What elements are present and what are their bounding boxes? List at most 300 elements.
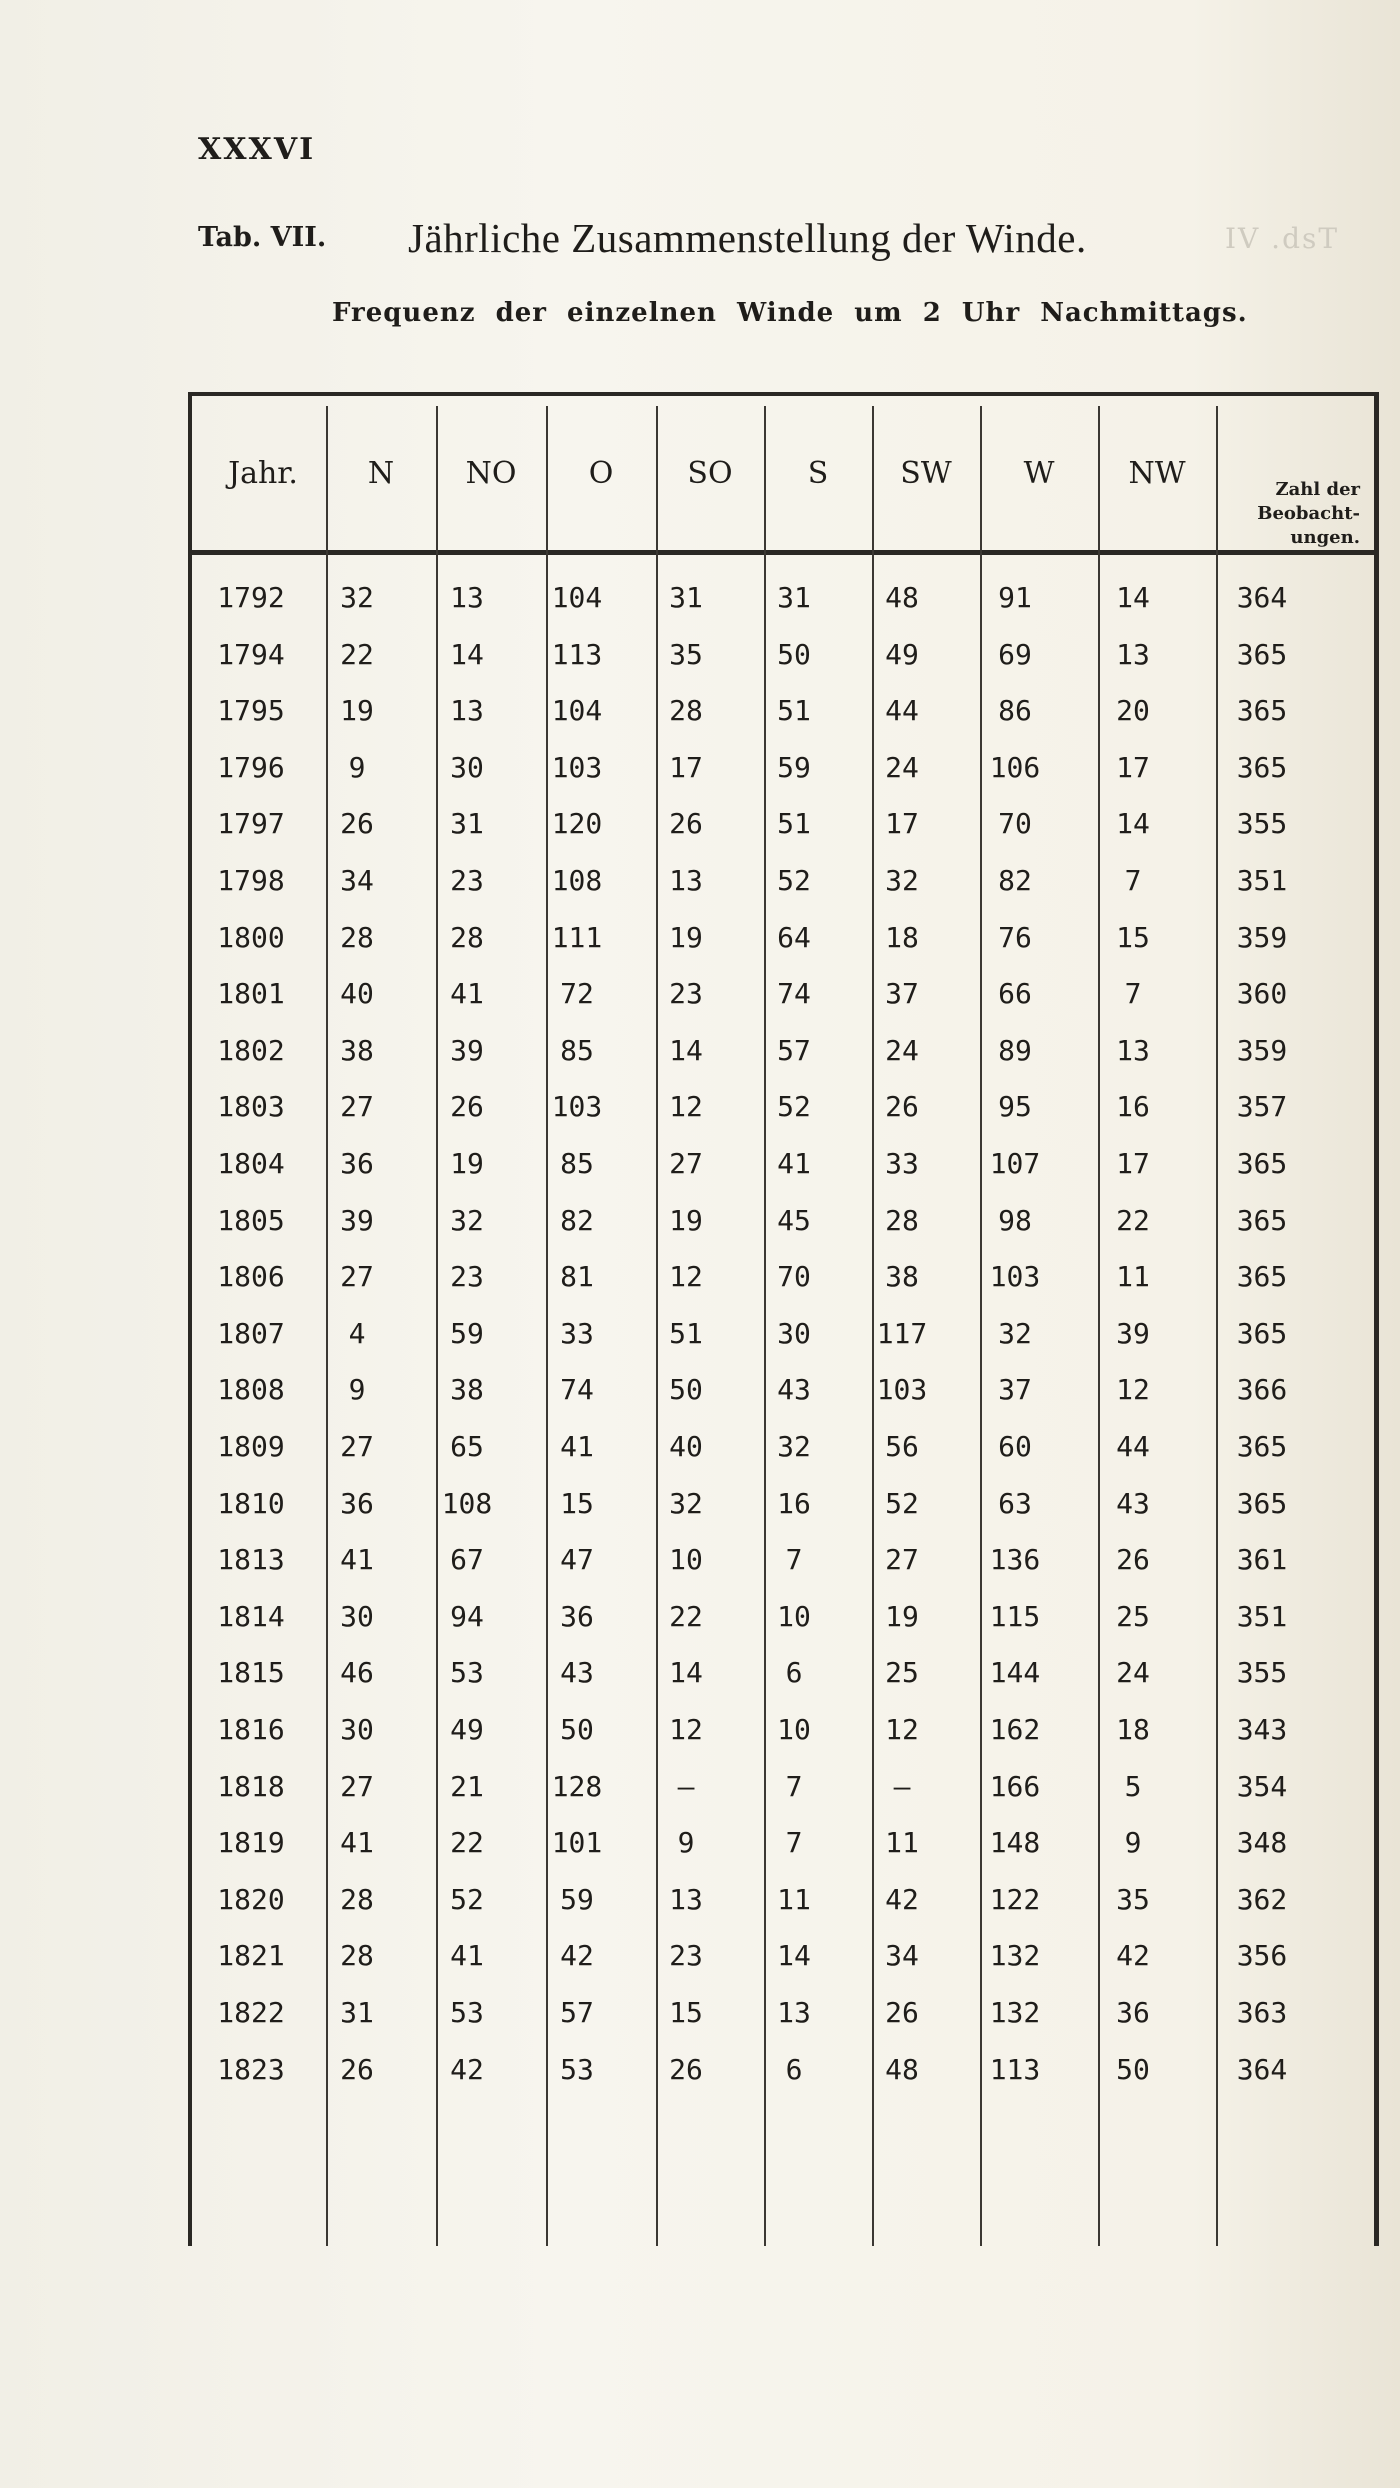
table-row bbox=[192, 1079, 1374, 1136]
cell-total: 365 bbox=[1236, 1260, 1288, 1294]
cell-s: 59 bbox=[777, 750, 811, 784]
cell-s: 41 bbox=[777, 1147, 811, 1180]
cell-n: 19 bbox=[340, 694, 374, 728]
wind-frequency-table bbox=[188, 392, 1379, 2246]
cell-no: 13 bbox=[450, 694, 484, 728]
cell-no: 30 bbox=[450, 750, 484, 784]
cell-w: 63 bbox=[998, 1486, 1032, 1520]
cell-w: 132 bbox=[989, 1996, 1041, 2029]
cell-no: 94 bbox=[450, 1599, 484, 1633]
cell-n: 40 bbox=[340, 977, 374, 1011]
cell-so: 12 bbox=[669, 1260, 703, 1294]
cell-sw: 28 bbox=[885, 1203, 919, 1237]
cell-no: 22 bbox=[450, 1826, 484, 1860]
cell-so: 12 bbox=[669, 1713, 703, 1746]
header-no: NO bbox=[465, 455, 517, 491]
cell-n: 27 bbox=[340, 1769, 374, 1803]
cell-year: 1804 bbox=[217, 1147, 285, 1180]
table-row bbox=[192, 740, 1374, 797]
cell-s: 51 bbox=[777, 807, 811, 841]
cell-year: 1807 bbox=[217, 1316, 285, 1350]
cell-s: 43 bbox=[777, 1373, 811, 1407]
cell-nw: 16 bbox=[1116, 1090, 1150, 1124]
cell-s: 7 bbox=[785, 1543, 803, 1577]
cell-n: 28 bbox=[340, 1882, 374, 1916]
cell-so: 13 bbox=[669, 864, 703, 897]
table-row bbox=[192, 1702, 1374, 1759]
table-row bbox=[192, 2042, 1374, 2099]
cell-year: 1816 bbox=[217, 1713, 285, 1746]
table-row bbox=[192, 570, 1374, 627]
table-row bbox=[192, 1815, 1374, 1872]
cell-w: 37 bbox=[998, 1373, 1032, 1407]
cell-year: 1809 bbox=[217, 1430, 285, 1463]
cell-sw: 18 bbox=[885, 920, 919, 954]
cell-o: 128 bbox=[551, 1769, 603, 1803]
cell-s: 14 bbox=[777, 1939, 811, 1973]
cell-o: 50 bbox=[560, 1713, 594, 1746]
cell-nw: 50 bbox=[1116, 2052, 1150, 2086]
cell-s: 10 bbox=[777, 1599, 811, 1633]
cell-nw: 43 bbox=[1116, 1486, 1150, 1520]
cell-sw: 117 bbox=[876, 1316, 928, 1350]
header-total-line: Zahl der bbox=[1275, 479, 1360, 500]
cell-n: 46 bbox=[340, 1656, 374, 1690]
cell-no: 14 bbox=[450, 637, 484, 671]
cell-w: 70 bbox=[998, 807, 1032, 841]
cell-w: 66 bbox=[998, 977, 1032, 1011]
cell-n: 41 bbox=[340, 1543, 374, 1577]
cell-total: 361 bbox=[1236, 1543, 1288, 1577]
cell-sw: 27 bbox=[885, 1543, 919, 1577]
cell-total: 363 bbox=[1236, 1996, 1288, 2029]
cell-o: 111 bbox=[551, 920, 603, 954]
cell-o: 85 bbox=[560, 1147, 594, 1180]
cell-nw: 24 bbox=[1116, 1656, 1150, 1690]
cell-so: 14 bbox=[669, 1033, 703, 1067]
table-row bbox=[192, 1362, 1374, 1419]
cell-n: 39 bbox=[340, 1203, 374, 1237]
cell-o: 103 bbox=[551, 1090, 603, 1124]
cell-w: 107 bbox=[989, 1147, 1041, 1180]
cell-total: 355 bbox=[1236, 1656, 1288, 1690]
cell-w: 86 bbox=[998, 694, 1032, 728]
cell-n: 28 bbox=[340, 1939, 374, 1973]
cell-total: 365 bbox=[1236, 1316, 1288, 1350]
cell-n: 26 bbox=[340, 807, 374, 841]
table-row bbox=[192, 1419, 1374, 1476]
cell-s: 31 bbox=[777, 581, 811, 614]
cell-sw: 24 bbox=[885, 1033, 919, 1067]
cell-o: 103 bbox=[551, 750, 603, 784]
cell-s: 13 bbox=[777, 1996, 811, 2029]
cell-year: 1792 bbox=[217, 581, 285, 614]
cell-nw: 18 bbox=[1116, 1713, 1150, 1746]
header-total-line: ungen. bbox=[1290, 527, 1360, 548]
cell-s: 32 bbox=[777, 1430, 811, 1463]
cell-so: 50 bbox=[669, 1373, 703, 1407]
cell-sw: 48 bbox=[885, 2052, 919, 2086]
cell-w: 166 bbox=[989, 1769, 1041, 1803]
cell-nw: 13 bbox=[1116, 637, 1150, 671]
cell-o: 57 bbox=[560, 1996, 594, 2029]
cell-so: 15 bbox=[669, 1996, 703, 2029]
cell-nw: 20 bbox=[1116, 694, 1150, 728]
cell-o: 113 bbox=[551, 637, 603, 671]
table-row bbox=[192, 1985, 1374, 2042]
table-row bbox=[192, 1193, 1374, 1250]
cell-year: 1800 bbox=[217, 920, 285, 954]
cell-n: 9 bbox=[348, 1373, 366, 1407]
cell-w: 32 bbox=[998, 1316, 1032, 1350]
cell-n: 27 bbox=[340, 1260, 374, 1294]
cell-so: 26 bbox=[669, 2052, 703, 2086]
cell-o: 47 bbox=[560, 1543, 594, 1577]
cell-o: 59 bbox=[560, 1882, 594, 1916]
cell-s: 50 bbox=[777, 637, 811, 671]
cell-sw: 26 bbox=[885, 1996, 919, 2029]
cell-s: 70 bbox=[777, 1260, 811, 1294]
table-row bbox=[192, 796, 1374, 853]
cell-sw: 56 bbox=[885, 1430, 919, 1463]
bleed-through-text: IV .dsT bbox=[1225, 222, 1340, 255]
cell-year: 1821 bbox=[217, 1939, 285, 1973]
cell-s: 6 bbox=[785, 2052, 803, 2086]
cell-w: 144 bbox=[989, 1656, 1041, 1690]
cell-year: 1795 bbox=[217, 694, 285, 728]
cell-total: 343 bbox=[1236, 1713, 1288, 1746]
cell-nw: 26 bbox=[1116, 1543, 1150, 1577]
table-subtitle: Frequenz der einzelnen Winde um 2 Uhr Nachmittags. bbox=[332, 298, 1248, 328]
cell-nw: 22 bbox=[1116, 1203, 1150, 1237]
cell-o: 72 bbox=[560, 977, 594, 1011]
cell-so: 27 bbox=[669, 1147, 703, 1180]
cell-n: 22 bbox=[340, 637, 374, 671]
cell-sw: 33 bbox=[885, 1147, 919, 1180]
cell-total: 356 bbox=[1236, 1939, 1288, 1973]
cell-n: 27 bbox=[340, 1430, 374, 1463]
cell-w: 106 bbox=[989, 750, 1041, 784]
cell-sw: 34 bbox=[885, 1939, 919, 1973]
cell-sw: — bbox=[893, 1769, 911, 1803]
cell-o: 42 bbox=[560, 1939, 594, 1973]
cell-nw: 42 bbox=[1116, 1939, 1150, 1973]
cell-total: 355 bbox=[1236, 807, 1288, 841]
cell-n: 26 bbox=[340, 2052, 374, 2086]
cell-so: 9 bbox=[677, 1826, 695, 1860]
cell-s: 74 bbox=[777, 977, 811, 1011]
cell-w: 89 bbox=[998, 1033, 1032, 1067]
cell-n: 36 bbox=[340, 1147, 374, 1180]
cell-nw: 44 bbox=[1116, 1430, 1150, 1463]
cell-s: 7 bbox=[785, 1769, 803, 1803]
cell-no: 67 bbox=[450, 1543, 484, 1577]
cell-o: 15 bbox=[560, 1486, 594, 1520]
cell-w: 76 bbox=[998, 920, 1032, 954]
header-sw: SW bbox=[900, 455, 952, 491]
cell-n: 4 bbox=[348, 1316, 366, 1350]
cell-no: 28 bbox=[450, 920, 484, 954]
cell-total: 365 bbox=[1236, 694, 1288, 728]
cell-nw: 13 bbox=[1116, 1033, 1150, 1067]
cell-no: 32 bbox=[450, 1203, 484, 1237]
cell-year: 1805 bbox=[217, 1203, 285, 1237]
cell-no: 13 bbox=[450, 581, 484, 614]
cell-no: 21 bbox=[450, 1769, 484, 1803]
table-label: Tab. VII. bbox=[198, 222, 327, 253]
cell-no: 31 bbox=[450, 807, 484, 841]
cell-so: — bbox=[677, 1769, 695, 1803]
cell-so: 51 bbox=[669, 1316, 703, 1350]
cell-total: 365 bbox=[1236, 1203, 1288, 1237]
cell-so: 35 bbox=[669, 637, 703, 671]
cell-no: 52 bbox=[450, 1882, 484, 1916]
cell-w: 113 bbox=[989, 2052, 1041, 2086]
cell-nw: 11 bbox=[1116, 1260, 1150, 1294]
cell-o: 81 bbox=[560, 1260, 594, 1294]
cell-w: 82 bbox=[998, 864, 1032, 897]
cell-nw: 9 bbox=[1124, 1826, 1142, 1860]
cell-n: 28 bbox=[340, 920, 374, 954]
cell-s: 64 bbox=[777, 920, 811, 954]
cell-year: 1803 bbox=[217, 1090, 285, 1124]
cell-n: 41 bbox=[340, 1826, 374, 1860]
cell-year: 1794 bbox=[217, 637, 285, 671]
header-total bbox=[1216, 396, 1366, 550]
cell-nw: 5 bbox=[1124, 1769, 1142, 1803]
header-divider bbox=[192, 550, 1374, 555]
table-row bbox=[192, 910, 1374, 967]
cell-sw: 26 bbox=[885, 1090, 919, 1124]
cell-nw: 7 bbox=[1124, 977, 1142, 1011]
cell-s: 6 bbox=[785, 1656, 803, 1690]
cell-nw: 7 bbox=[1124, 864, 1142, 897]
cell-s: 30 bbox=[777, 1316, 811, 1350]
cell-w: 103 bbox=[989, 1260, 1041, 1294]
cell-year: 1822 bbox=[217, 1996, 285, 2029]
cell-so: 19 bbox=[669, 920, 703, 954]
cell-total: 364 bbox=[1236, 581, 1288, 614]
header-nw: NW bbox=[1128, 455, 1186, 491]
cell-o: 74 bbox=[560, 1373, 594, 1407]
cell-w: 148 bbox=[989, 1826, 1041, 1860]
cell-total: 351 bbox=[1236, 864, 1288, 897]
cell-sw: 32 bbox=[885, 864, 919, 897]
cell-year: 1798 bbox=[217, 864, 285, 897]
cell-w: 60 bbox=[998, 1430, 1032, 1463]
cell-sw: 49 bbox=[885, 637, 919, 671]
cell-o: 104 bbox=[551, 581, 603, 614]
cell-sw: 17 bbox=[885, 807, 919, 841]
cell-w: 69 bbox=[998, 637, 1032, 671]
cell-year: 1806 bbox=[217, 1260, 285, 1294]
cell-nw: 17 bbox=[1116, 750, 1150, 784]
header-w: W bbox=[1023, 455, 1055, 491]
cell-no: 108 bbox=[441, 1486, 493, 1520]
table-row bbox=[192, 1928, 1374, 1985]
table-row bbox=[192, 1589, 1374, 1646]
cell-year: 1802 bbox=[217, 1033, 285, 1067]
cell-n: 30 bbox=[340, 1713, 374, 1746]
cell-o: 104 bbox=[551, 694, 603, 728]
cell-n: 38 bbox=[340, 1033, 374, 1067]
cell-year: 1801 bbox=[217, 977, 285, 1011]
cell-no: 41 bbox=[450, 977, 484, 1011]
cell-year: 1813 bbox=[217, 1543, 285, 1577]
cell-no: 39 bbox=[450, 1033, 484, 1067]
cell-sw: 37 bbox=[885, 977, 919, 1011]
cell-so: 22 bbox=[669, 1599, 703, 1633]
table-row bbox=[192, 1306, 1374, 1363]
cell-total: 359 bbox=[1236, 920, 1288, 954]
cell-nw: 35 bbox=[1116, 1882, 1150, 1916]
table-row bbox=[192, 627, 1374, 684]
cell-o: 36 bbox=[560, 1599, 594, 1633]
cell-year: 1818 bbox=[217, 1769, 285, 1803]
cell-o: 43 bbox=[560, 1656, 594, 1690]
table-row bbox=[192, 1872, 1374, 1929]
cell-sw: 52 bbox=[885, 1486, 919, 1520]
cell-year: 1823 bbox=[217, 2052, 285, 2086]
cell-no: 19 bbox=[450, 1147, 484, 1180]
cell-so: 13 bbox=[669, 1882, 703, 1916]
cell-so: 23 bbox=[669, 977, 703, 1011]
table-row bbox=[192, 1249, 1374, 1306]
cell-sw: 38 bbox=[885, 1260, 919, 1294]
cell-n: 34 bbox=[340, 864, 374, 897]
header-s: S bbox=[807, 455, 829, 491]
cell-no: 53 bbox=[450, 1996, 484, 2029]
cell-so: 26 bbox=[669, 807, 703, 841]
cell-s: 52 bbox=[777, 1090, 811, 1124]
cell-w: 122 bbox=[989, 1882, 1041, 1916]
cell-w: 91 bbox=[998, 581, 1032, 614]
cell-s: 51 bbox=[777, 694, 811, 728]
cell-total: 357 bbox=[1236, 1090, 1288, 1124]
cell-no: 38 bbox=[450, 1373, 484, 1407]
cell-s: 52 bbox=[777, 864, 811, 897]
table-row bbox=[192, 1532, 1374, 1589]
cell-sw: 48 bbox=[885, 581, 919, 614]
header-year: Jahr. bbox=[228, 455, 298, 491]
header-n: N bbox=[367, 455, 395, 491]
cell-total: 365 bbox=[1236, 637, 1288, 671]
cell-no: 26 bbox=[450, 1090, 484, 1124]
cell-nw: 36 bbox=[1116, 1996, 1150, 2029]
cell-total: 348 bbox=[1236, 1826, 1288, 1860]
cell-sw: 103 bbox=[876, 1373, 928, 1407]
cell-sw: 44 bbox=[885, 694, 919, 728]
page-number: XXXVI bbox=[198, 132, 316, 167]
cell-sw: 25 bbox=[885, 1656, 919, 1690]
table-row bbox=[192, 966, 1374, 1023]
cell-so: 14 bbox=[669, 1656, 703, 1690]
cell-so: 32 bbox=[669, 1486, 703, 1520]
table-row bbox=[192, 1023, 1374, 1080]
cell-no: 23 bbox=[450, 864, 484, 897]
cell-o: 33 bbox=[560, 1316, 594, 1350]
cell-o: 85 bbox=[560, 1033, 594, 1067]
header-o: O bbox=[588, 455, 614, 491]
cell-no: 59 bbox=[450, 1316, 484, 1350]
cell-so: 28 bbox=[669, 694, 703, 728]
cell-sw: 19 bbox=[885, 1599, 919, 1633]
cell-s: 7 bbox=[785, 1826, 803, 1860]
cell-total: 366 bbox=[1236, 1373, 1288, 1407]
cell-year: 1810 bbox=[217, 1486, 285, 1520]
cell-o: 108 bbox=[551, 864, 603, 897]
cell-total: 359 bbox=[1236, 1033, 1288, 1067]
cell-total: 351 bbox=[1236, 1599, 1288, 1633]
cell-year: 1796 bbox=[217, 750, 285, 784]
cell-o: 53 bbox=[560, 2052, 594, 2086]
table-row bbox=[192, 1136, 1374, 1193]
cell-n: 32 bbox=[340, 581, 374, 614]
header-total-line: Beobacht- bbox=[1257, 503, 1360, 524]
cell-o: 120 bbox=[551, 807, 603, 841]
cell-o: 82 bbox=[560, 1203, 594, 1237]
cell-sw: 11 bbox=[885, 1826, 919, 1860]
cell-s: 11 bbox=[777, 1882, 811, 1916]
cell-no: 42 bbox=[450, 2052, 484, 2086]
table-row bbox=[192, 683, 1374, 740]
cell-w: 95 bbox=[998, 1090, 1032, 1124]
cell-nw: 39 bbox=[1116, 1316, 1150, 1350]
cell-year: 1797 bbox=[217, 807, 285, 841]
cell-n: 9 bbox=[348, 750, 366, 784]
cell-o: 101 bbox=[551, 1826, 603, 1860]
table-row bbox=[192, 853, 1374, 910]
cell-n: 30 bbox=[340, 1599, 374, 1633]
cell-w: 115 bbox=[989, 1599, 1041, 1633]
cell-no: 53 bbox=[450, 1656, 484, 1690]
cell-so: 31 bbox=[669, 581, 703, 614]
cell-so: 10 bbox=[669, 1543, 703, 1577]
cell-w: 132 bbox=[989, 1939, 1041, 1973]
cell-total: 365 bbox=[1236, 1430, 1288, 1463]
cell-no: 23 bbox=[450, 1260, 484, 1294]
cell-w: 98 bbox=[998, 1203, 1032, 1237]
cell-total: 362 bbox=[1236, 1882, 1288, 1916]
cell-so: 19 bbox=[669, 1203, 703, 1237]
cell-nw: 14 bbox=[1116, 581, 1150, 614]
page-title: Jährliche Zusammenstellung der Winde. bbox=[408, 215, 1087, 261]
cell-s: 57 bbox=[777, 1033, 811, 1067]
cell-o: 41 bbox=[560, 1430, 594, 1463]
cell-nw: 12 bbox=[1116, 1373, 1150, 1407]
cell-year: 1819 bbox=[217, 1826, 285, 1860]
cell-w: 162 bbox=[989, 1713, 1041, 1746]
cell-sw: 12 bbox=[885, 1713, 919, 1746]
cell-n: 27 bbox=[340, 1090, 374, 1124]
cell-total: 364 bbox=[1236, 2052, 1288, 2086]
cell-total: 365 bbox=[1236, 1147, 1288, 1180]
cell-n: 31 bbox=[340, 1996, 374, 2029]
cell-s: 45 bbox=[777, 1203, 811, 1237]
cell-total: 360 bbox=[1236, 977, 1288, 1011]
table-row bbox=[192, 1645, 1374, 1702]
cell-no: 49 bbox=[450, 1713, 484, 1746]
cell-so: 23 bbox=[669, 1939, 703, 1973]
cell-year: 1808 bbox=[217, 1373, 285, 1407]
cell-sw: 42 bbox=[885, 1882, 919, 1916]
cell-s: 16 bbox=[777, 1486, 811, 1520]
cell-sw: 24 bbox=[885, 750, 919, 784]
cell-s: 10 bbox=[777, 1713, 811, 1746]
cell-year: 1815 bbox=[217, 1656, 285, 1690]
cell-nw: 17 bbox=[1116, 1147, 1150, 1180]
cell-total: 365 bbox=[1236, 750, 1288, 784]
